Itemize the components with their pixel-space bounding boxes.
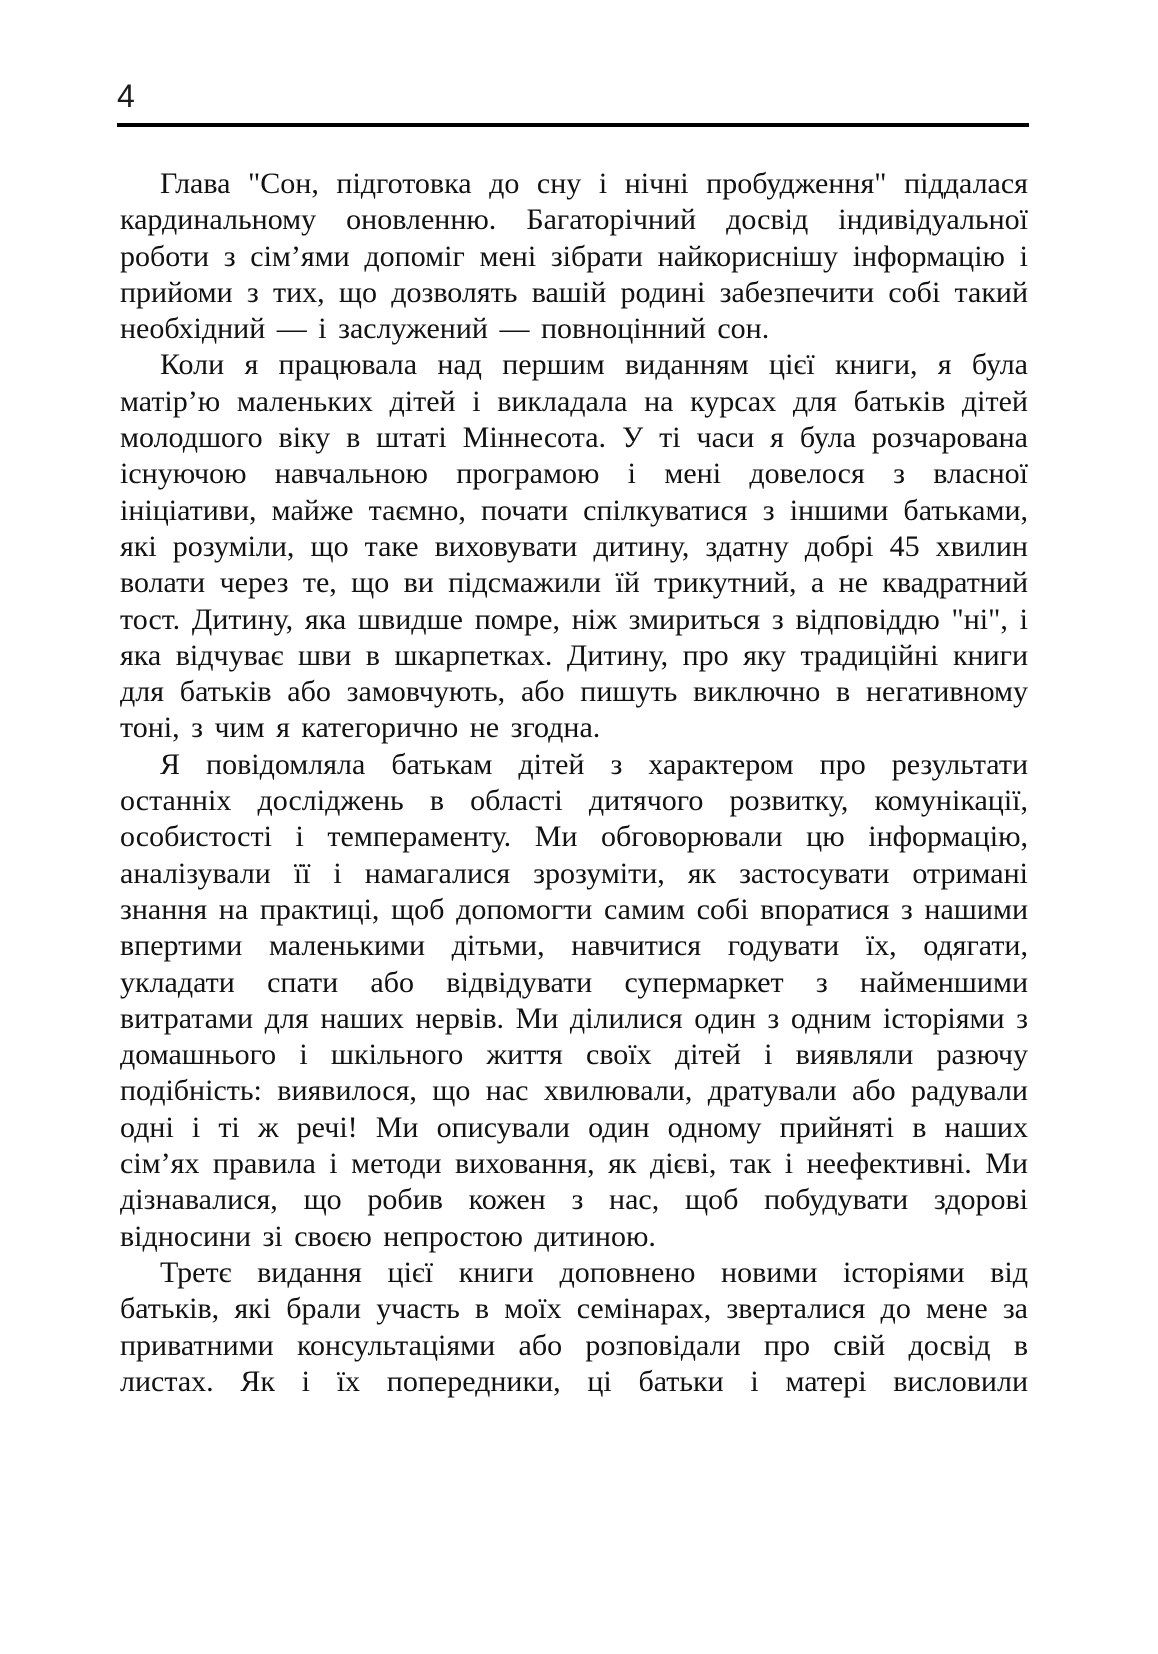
paragraph-research-sharing: Я повідомляла батькам дітей з характером про результати останніх досліджень в області дитячого розвитку, комунікації, особистості і темпераменту. Ми обговорювали цю інформацію, аналізували її і намагалися зрозуміти, як застосувати отримані знання на практиці, щоб допомогти самим собі впоратися з нашими впертими маленькими дітьми, навчитися годувати їх, одягати, укладати спати або відвідувати супермаркет з найменшими витратами для наших нервів. Ми ділилися один з одним історіями з домашнього і шкільного життя своїх дітей і виявляли разючу подібність: виявилося, що нас хвилювали, дратували або радували одні і ті ж речі! Ми описували один одному прийняті в наших сім’ях правила і методи виховання, як дієві, так і неефективні. Ми дізнавалися, що робив кожен з нас, щоб побудувати здорові відносини зі своєю непростою дитиною. [120, 747, 1028, 1253]
page-number: 4 [117, 78, 135, 114]
header-rule-divider [117, 123, 1029, 127]
page-text [120, 166, 1028, 1400]
paragraph-first-edition: Коли я працювала над першим виданням цієї книги, я була матір’ю маленьких дітей і викладала на курсах для батьків дітей молодшого віку в штаті Міннесота. У ті часи я була розчарована існуючою навчальною програмою і мені довелося з власної ініціативи, майже таємно, почати спілкуватися з іншими батьками, які розуміли, що таке виховувати дитину, здатну добрі 45 хвилин волати через те, що ви підсмажили їй трикутний, а не квадратний тост. Дитину, яка швидше помре, ніж змириться з відповіддю "ні", і яка відчуває шви в шкарпетках. Дитину, про яку традиційні книги для батьків або замовчують, або пишуть виключно в негативному тоні, з чим я категорично не згодна. [120, 348, 1028, 745]
paragraph-third-edition: Третє видання цієї книги доповнено новими історіями від батьків, які брали участь в моїх семінарах, зверталися до мене за приватними консультаціями або розповідали про свій досвід в листах. Як і їх попередники, ці батьки і матері висловили [120, 1255, 1028, 1398]
paragraph-sleep-chapter: Глава "Сон, підготовка до сну і нічні пробудження" піддалася кардинальному оновленню. Багаторічний досвід індивідуальної роботи з сім’ями допоміг мені зібрати найкориснішу інформацію і прийоми з тих, що дозволять вашій родині забезпечити собі такий необхідний — і заслужений — повноцінний сон. [120, 167, 1028, 346]
